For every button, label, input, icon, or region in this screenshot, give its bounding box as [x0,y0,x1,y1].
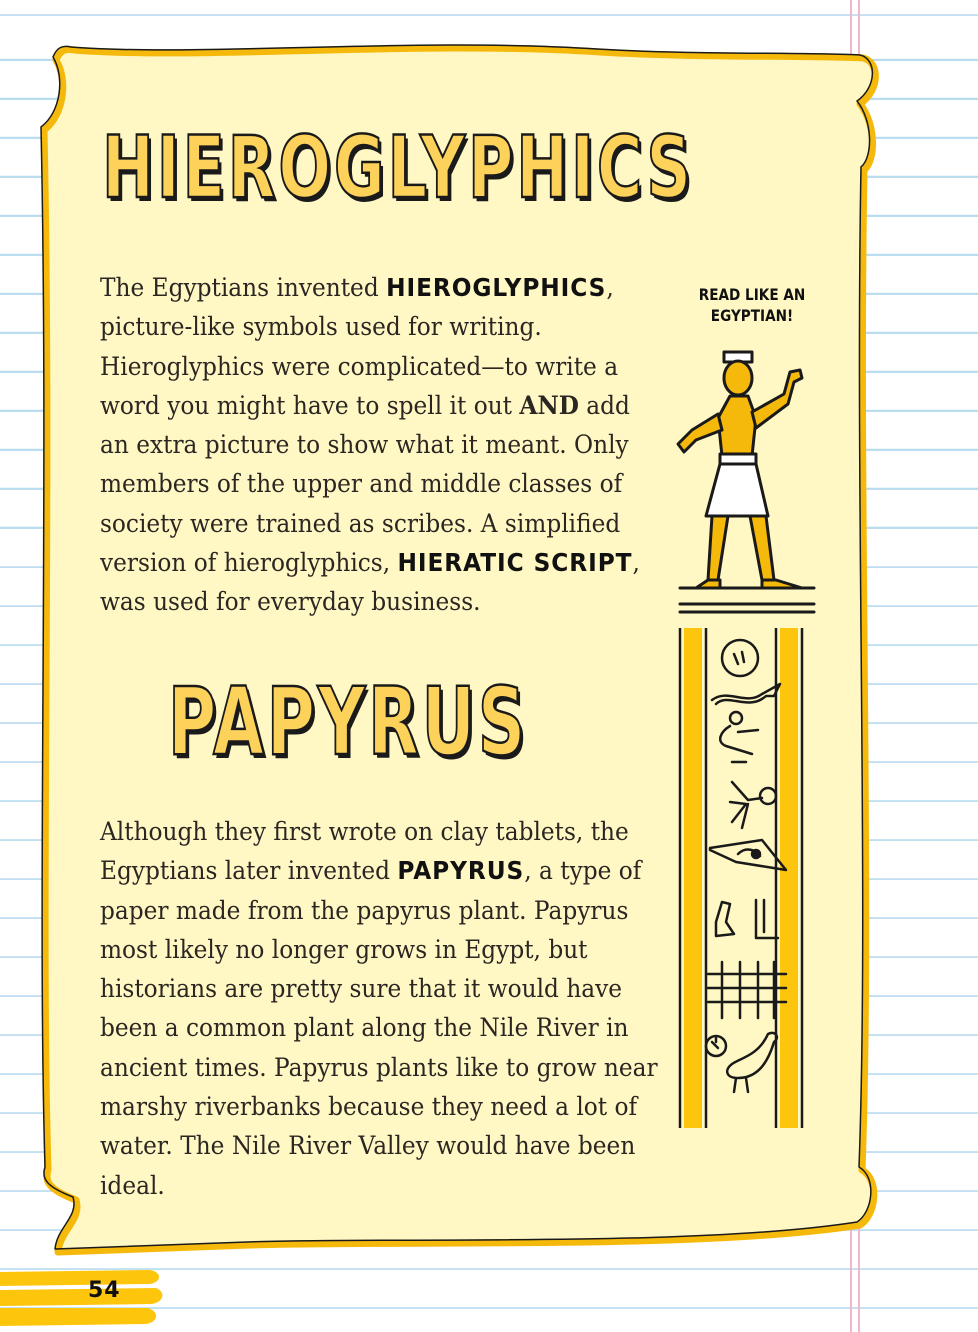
text-run: Although they first wrote on clay tablets, the Egyptians later invented [100,817,629,886]
text-run: , picture-like symbols used for writing. Hieroglyphics were complicated—to write a word you might have to spell it out [100,273,619,420]
keyword-and: AND [519,390,579,420]
text-run: The Egyptians invented [100,273,387,302]
seated-glyph-icon [716,900,778,938]
text-run: , was used for everyday business. [100,548,640,617]
bird-glyph-icon [706,1033,777,1092]
page-number: 54 [88,1278,121,1303]
text-run: , a type of paper made from the papyrus plant. Papyrus most likely no longer grows in Egypt, but historians are pretty sure that it would have been a common plant along the Nile River in ancient times. Papyrus plants like to grow near marshy riverbanks because they need a lot of water. The Nile River Valley would have been ideal. [100,856,658,1200]
cartouche-icon [676,622,816,1132]
keyword-hieroglyphics: HIEROGLYPHICS [386,273,607,302]
section-title-hieroglyphics: HIEROGLYPHICS [102,118,694,218]
label-line: READ LIKE AN [698,285,806,304]
reed-glyph-icon [708,962,786,1018]
section-title-papyrus: PAPYRUS [168,668,529,777]
eye-glyph-icon [710,840,786,870]
papyrus-paragraph [100,812,658,1205]
read-like-egyptian-label [684,284,820,326]
label-line: EGYPTIAN! [710,306,794,325]
page-number-highlight [0,1268,165,1332]
person-glyph-icon [720,712,758,762]
figure-glyph-icon [730,782,776,828]
keyword-papyrus: PAPYRUS [397,856,525,886]
keyword-hieratic-script: HIERATIC SCRIPT [397,548,633,578]
text-run: add an extra picture to show what it meant. Only members of the upper and middle classes of society were trained as scribes. A simplified version of hieroglyphics, [100,390,630,578]
sun-glyph-icon [722,640,758,676]
egyptian-figure-icon [672,348,822,618]
hieroglyphics-paragraph [100,268,658,622]
snake-glyph-icon [712,684,780,704]
